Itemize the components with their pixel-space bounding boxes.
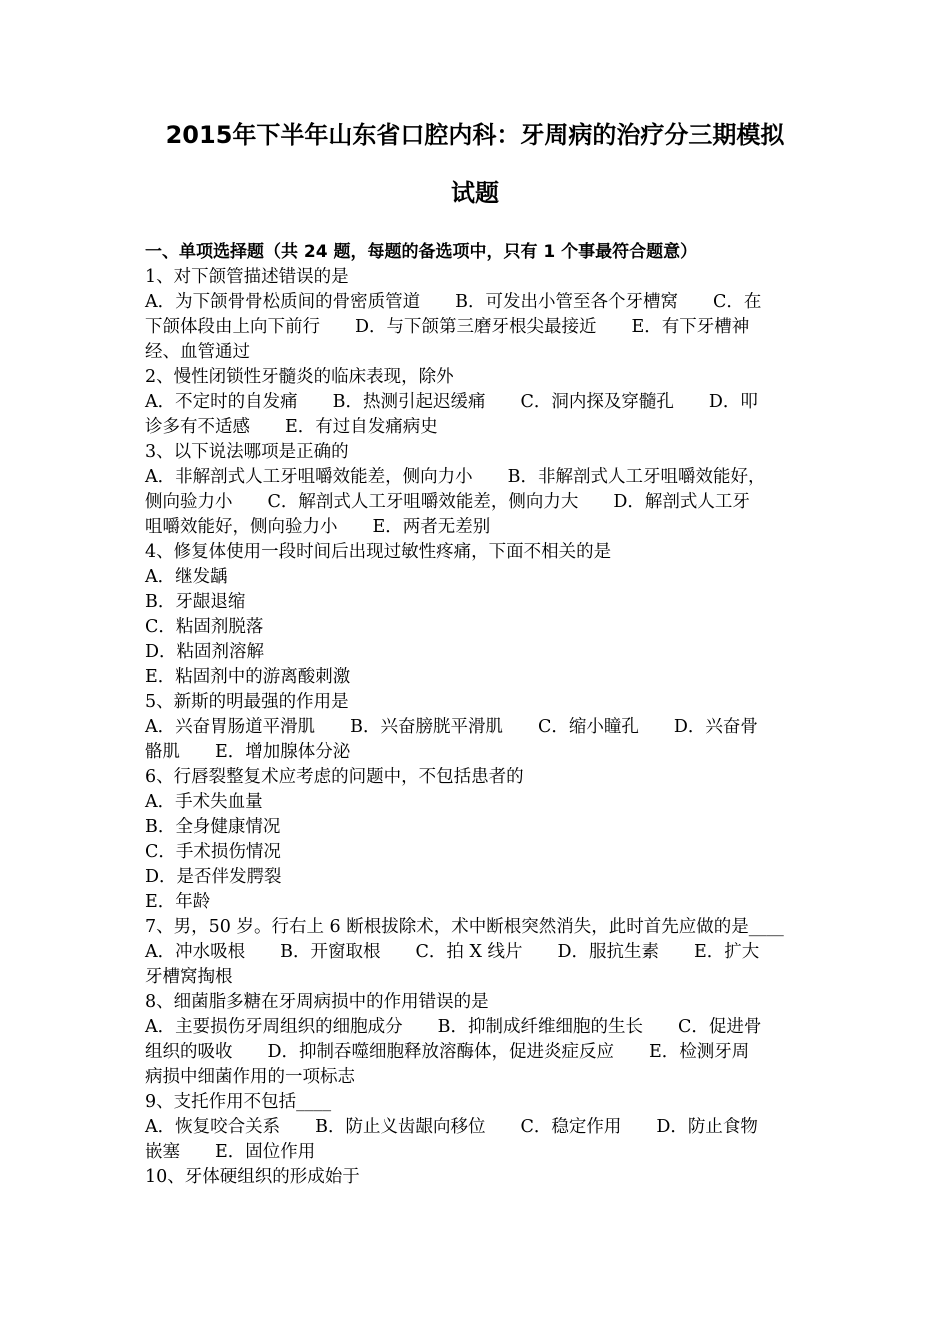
document-title — [120, 106, 830, 222]
question-option-line: B．全身健康情况 — [145, 817, 281, 837]
title-line-1: 2015年下半年山东省口腔内科：牙周病的治疗分三期模拟 — [165, 121, 785, 149]
question-option-line: C．粘固剂脱落 — [145, 617, 264, 637]
question-option-line: 咀嚼效能好，侧向验力小 E．两者无差别 — [145, 517, 491, 537]
question-option-line: A．不定时的自发痛 B．热测引起迟缓痛 C．洞内探及穿髓孔 D．叩 — [145, 392, 758, 412]
question-option-line: E．粘固剂中的游离酸刺激 — [145, 667, 351, 687]
question-option-line: A．主要损伤牙周组织的细胞成分 B．抑制成纤维细胞的生长 C．促进骨 — [145, 1017, 762, 1037]
question-stem: 2、慢性闭锁性牙髓炎的临床表现，除外 — [145, 367, 454, 387]
question-option-line: A．兴奋胃肠道平滑肌 B．兴奋膀胱平滑肌 C．缩小瞳孔 D．兴奋骨 — [145, 717, 758, 737]
question-option-line: 经、血管通过 — [145, 342, 250, 362]
question-stem: 7、男，50 岁。行右上 6 断根拔除术，术中断根突然消失，此时首先应做的是____ — [145, 917, 784, 937]
question-option-line: 骼肌 E．增加腺体分泌 — [145, 742, 351, 762]
question-stem: 6、行唇裂整复术应考虑的问题中，不包括患者的 — [145, 767, 524, 787]
question-option-line: A．手术失血量 — [145, 792, 263, 812]
question-option-line: 牙槽窝掏根 — [145, 967, 233, 987]
question-option-line: 组织的吸收 D．抑制吞噬细胞释放溶酶体，促进炎症反应 E．检测牙周 — [145, 1042, 750, 1062]
question-stem: 9、支托作用不包括____ — [145, 1092, 332, 1112]
question-option-line: A．非解剖式人工牙咀嚼效能差，侧向力小 B．非解剖式人工牙咀嚼效能好， — [145, 467, 766, 487]
question-option-line: A．恢复咬合关系 B．防止义齿龈向移位 C．稳定作用 D．防止食物 — [145, 1117, 758, 1137]
question-stem: 3、以下说法哪项是正确的 — [145, 442, 349, 462]
question-option-line: 诊多有不适感 E．有过自发痛病史 — [145, 417, 438, 437]
document-body — [145, 240, 808, 1190]
question-stem: 1、对下颌管描述错误的是 — [145, 267, 349, 287]
question-stem: 10、牙体硬组织的形成始于 — [145, 1167, 360, 1187]
question-option-line: C．手术损伤情况 — [145, 842, 281, 862]
question-option-line: 病损中细菌作用的一项标志 — [145, 1067, 355, 1087]
question-option-line: A．冲水吸根 B．开窗取根 C．拍 X 线片 D．服抗生素 E．扩大 — [145, 942, 760, 962]
question-option-line: D．粘固剂溶解 — [145, 642, 265, 662]
question-option-line: E．年龄 — [145, 892, 211, 912]
question-option-line: 侧向验力小 C．解剖式人工牙咀嚼效能差，侧向力大 D．解剖式人工牙 — [145, 492, 750, 512]
section-heading: 一、单项选择题（共 24 题，每题的备选项中，只有 1 个事最符合题意） — [145, 242, 698, 262]
question-option-line: 下颌体段由上向下前行 D．与下颌第三磨牙根尖最接近 E．有下牙槽神 — [145, 317, 750, 337]
question-option-line: D．是否伴发腭裂 — [145, 867, 282, 887]
question-option-line: A．继发龋 — [145, 567, 228, 587]
question-option-line: A．为下颌骨骨松质间的骨密质管道 B．可发出小管至各个牙槽窝 C．在 — [145, 292, 762, 312]
question-stem: 5、新斯的明最强的作用是 — [145, 692, 349, 712]
question-option-line: 嵌塞 E．固位作用 — [145, 1142, 316, 1162]
question-stem: 8、细菌脂多糖在牙周病损中的作用错误的是 — [145, 992, 489, 1012]
question-option-line: B．牙龈退缩 — [145, 592, 246, 612]
question-stem: 4、修复体使用一段时间后出现过敏性疼痛，下面不相关的是 — [145, 542, 612, 562]
title-line-2: 试题 — [451, 179, 499, 207]
question-list — [145, 265, 808, 1190]
